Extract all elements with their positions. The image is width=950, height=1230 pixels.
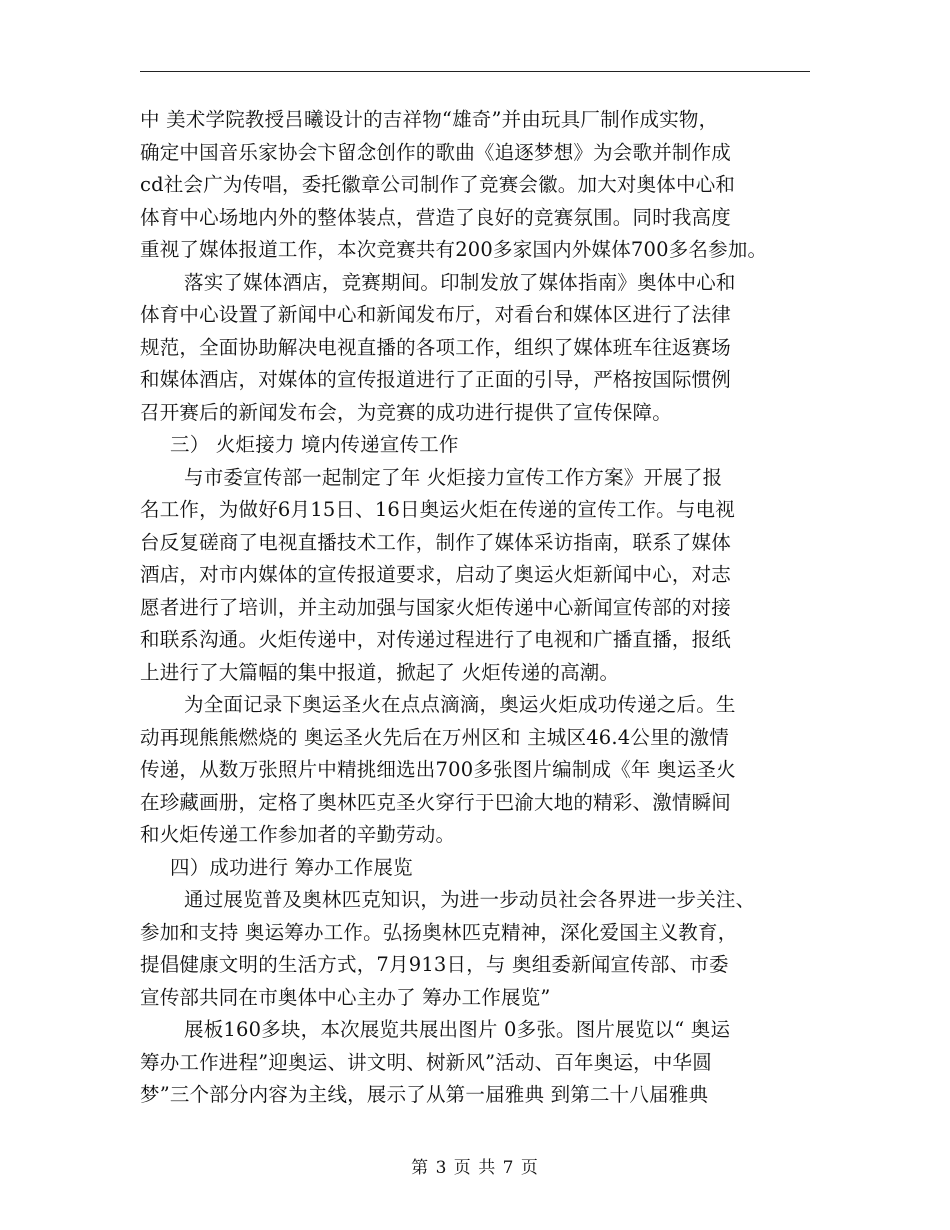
text-line: 上进行了大篇幅的集中报道，掀起了 火炬传递的高潮。 bbox=[140, 660, 620, 684]
text-line: 名工作，为做好6月15日、16日奥运火炬在传递的宣传工作。与电视 bbox=[140, 498, 735, 521]
text-line: 在珍藏画册，定格了奥林匹克圣火穿行于巴渝大地的精彩、激情瞬间 bbox=[140, 790, 732, 814]
text-line: 酒店，对市内媒体的宣传报道要求，启动了奥运火炬新闻中心，对志 bbox=[140, 563, 732, 586]
text-line: 和媒体酒店，对媒体的宣传报道进行了正面的引导，严格按国际惯例 bbox=[140, 368, 732, 391]
text-line: 展板160多块，本次展览共展出图片 0多张。图片展览以“ 奥运 bbox=[184, 1018, 731, 1041]
section-heading: 四）成功进行 筹办工作展览 bbox=[170, 855, 413, 879]
section-heading: 三） 火炬接力 境内传递宣传工作 bbox=[170, 433, 459, 456]
text-line: 和联系沟通。火炬传递中，对传递过程进行了电视和广播直播，报纸 bbox=[140, 628, 732, 651]
header-rule bbox=[140, 71, 810, 72]
text-line: 愿者进行了培训，并主动加强与国家火炬传递中心新闻宣传部的对接 bbox=[140, 595, 732, 619]
text-line: 传递，从数万张照片中精挑细选出700多张图片编制成《年 奥运圣火 bbox=[140, 758, 736, 781]
text-line: 重视了媒体报道工作，本次竞赛共有200多家国内外媒体700多名参加。 bbox=[140, 238, 768, 261]
text-line: 筹办工作进程”迎奥运、讲文明、树新风”活动、百年奥运，中华圆 bbox=[140, 1050, 712, 1074]
text-line: 动再现熊熊燃烧的 奥运圣火先后在万州区和 主城区46.4公里的激情 bbox=[140, 725, 729, 749]
page-footer bbox=[0, 1153, 950, 1178]
text-line: 梦”三个部分内容为主线，展示了从第一届雅典 到第二十八届雅典 bbox=[140, 1083, 709, 1106]
text-line: 落实了媒体酒店，竞赛期间。印制发放了媒体指南》奥体中心和 bbox=[184, 270, 736, 294]
text-line: 通过展览普及奥林匹克知识，为进一步动员社会各界进一步关注、 bbox=[184, 888, 756, 911]
text-line: 台反复磋商了电视直播技术工作，制作了媒体采访指南，联系了媒体 bbox=[140, 530, 732, 554]
document-body bbox=[140, 104, 830, 1112]
text-line: 体育中心设置了新闻中心和新闻发布厅，对看台和媒体区进行了法律 bbox=[140, 303, 732, 326]
text-line: 规范，全面协助解决电视直播的各项工作，组织了媒体班车往返赛场 bbox=[140, 335, 732, 359]
page-number: 第 3 页 共 7 页 bbox=[411, 1158, 539, 1178]
text-line: 参加和支持 奥运筹办工作。弘扬奥林匹克精神，深化爱国主义教育， bbox=[140, 920, 738, 944]
text-line: 确定中国音乐家协会卞留念创作的歌曲《追逐梦想》为会歌并制作成 bbox=[140, 140, 732, 164]
text-line: 召开赛后的新闻发布会，为竞赛的成功进行提供了宣传保障。 bbox=[140, 400, 672, 424]
text-line: 体育中心场地内外的整体装点，营造了良好的竞赛氛围。同时我高度 bbox=[140, 205, 732, 229]
text-line: 和火炬传递工作参加者的辛勤劳动。 bbox=[140, 823, 456, 846]
text-line: 为全面记录下奥运圣火在点点滴滴，奥运火炬成功传递之后。生 bbox=[184, 693, 736, 716]
text-line: cd社会广为传唱，委托徽章公司制作了竞赛会徽。加大对奥体中心和 bbox=[140, 173, 736, 196]
text-line: 宣传部共同在市奥体中心主办了 筹办工作展览” bbox=[140, 985, 551, 1009]
text-line: 中 美术学院教授吕曦设计的吉祥物“雄奇”并由玩具厂制作成实物， bbox=[140, 108, 719, 131]
text-line: 与市委宣传部一起制定了年 火炬接力宣传工作方案》开展了报 bbox=[184, 465, 723, 489]
text-line: 提倡健康文明的生活方式，7月913日，与 奥组委新闻宣传部、市委 bbox=[140, 953, 729, 976]
